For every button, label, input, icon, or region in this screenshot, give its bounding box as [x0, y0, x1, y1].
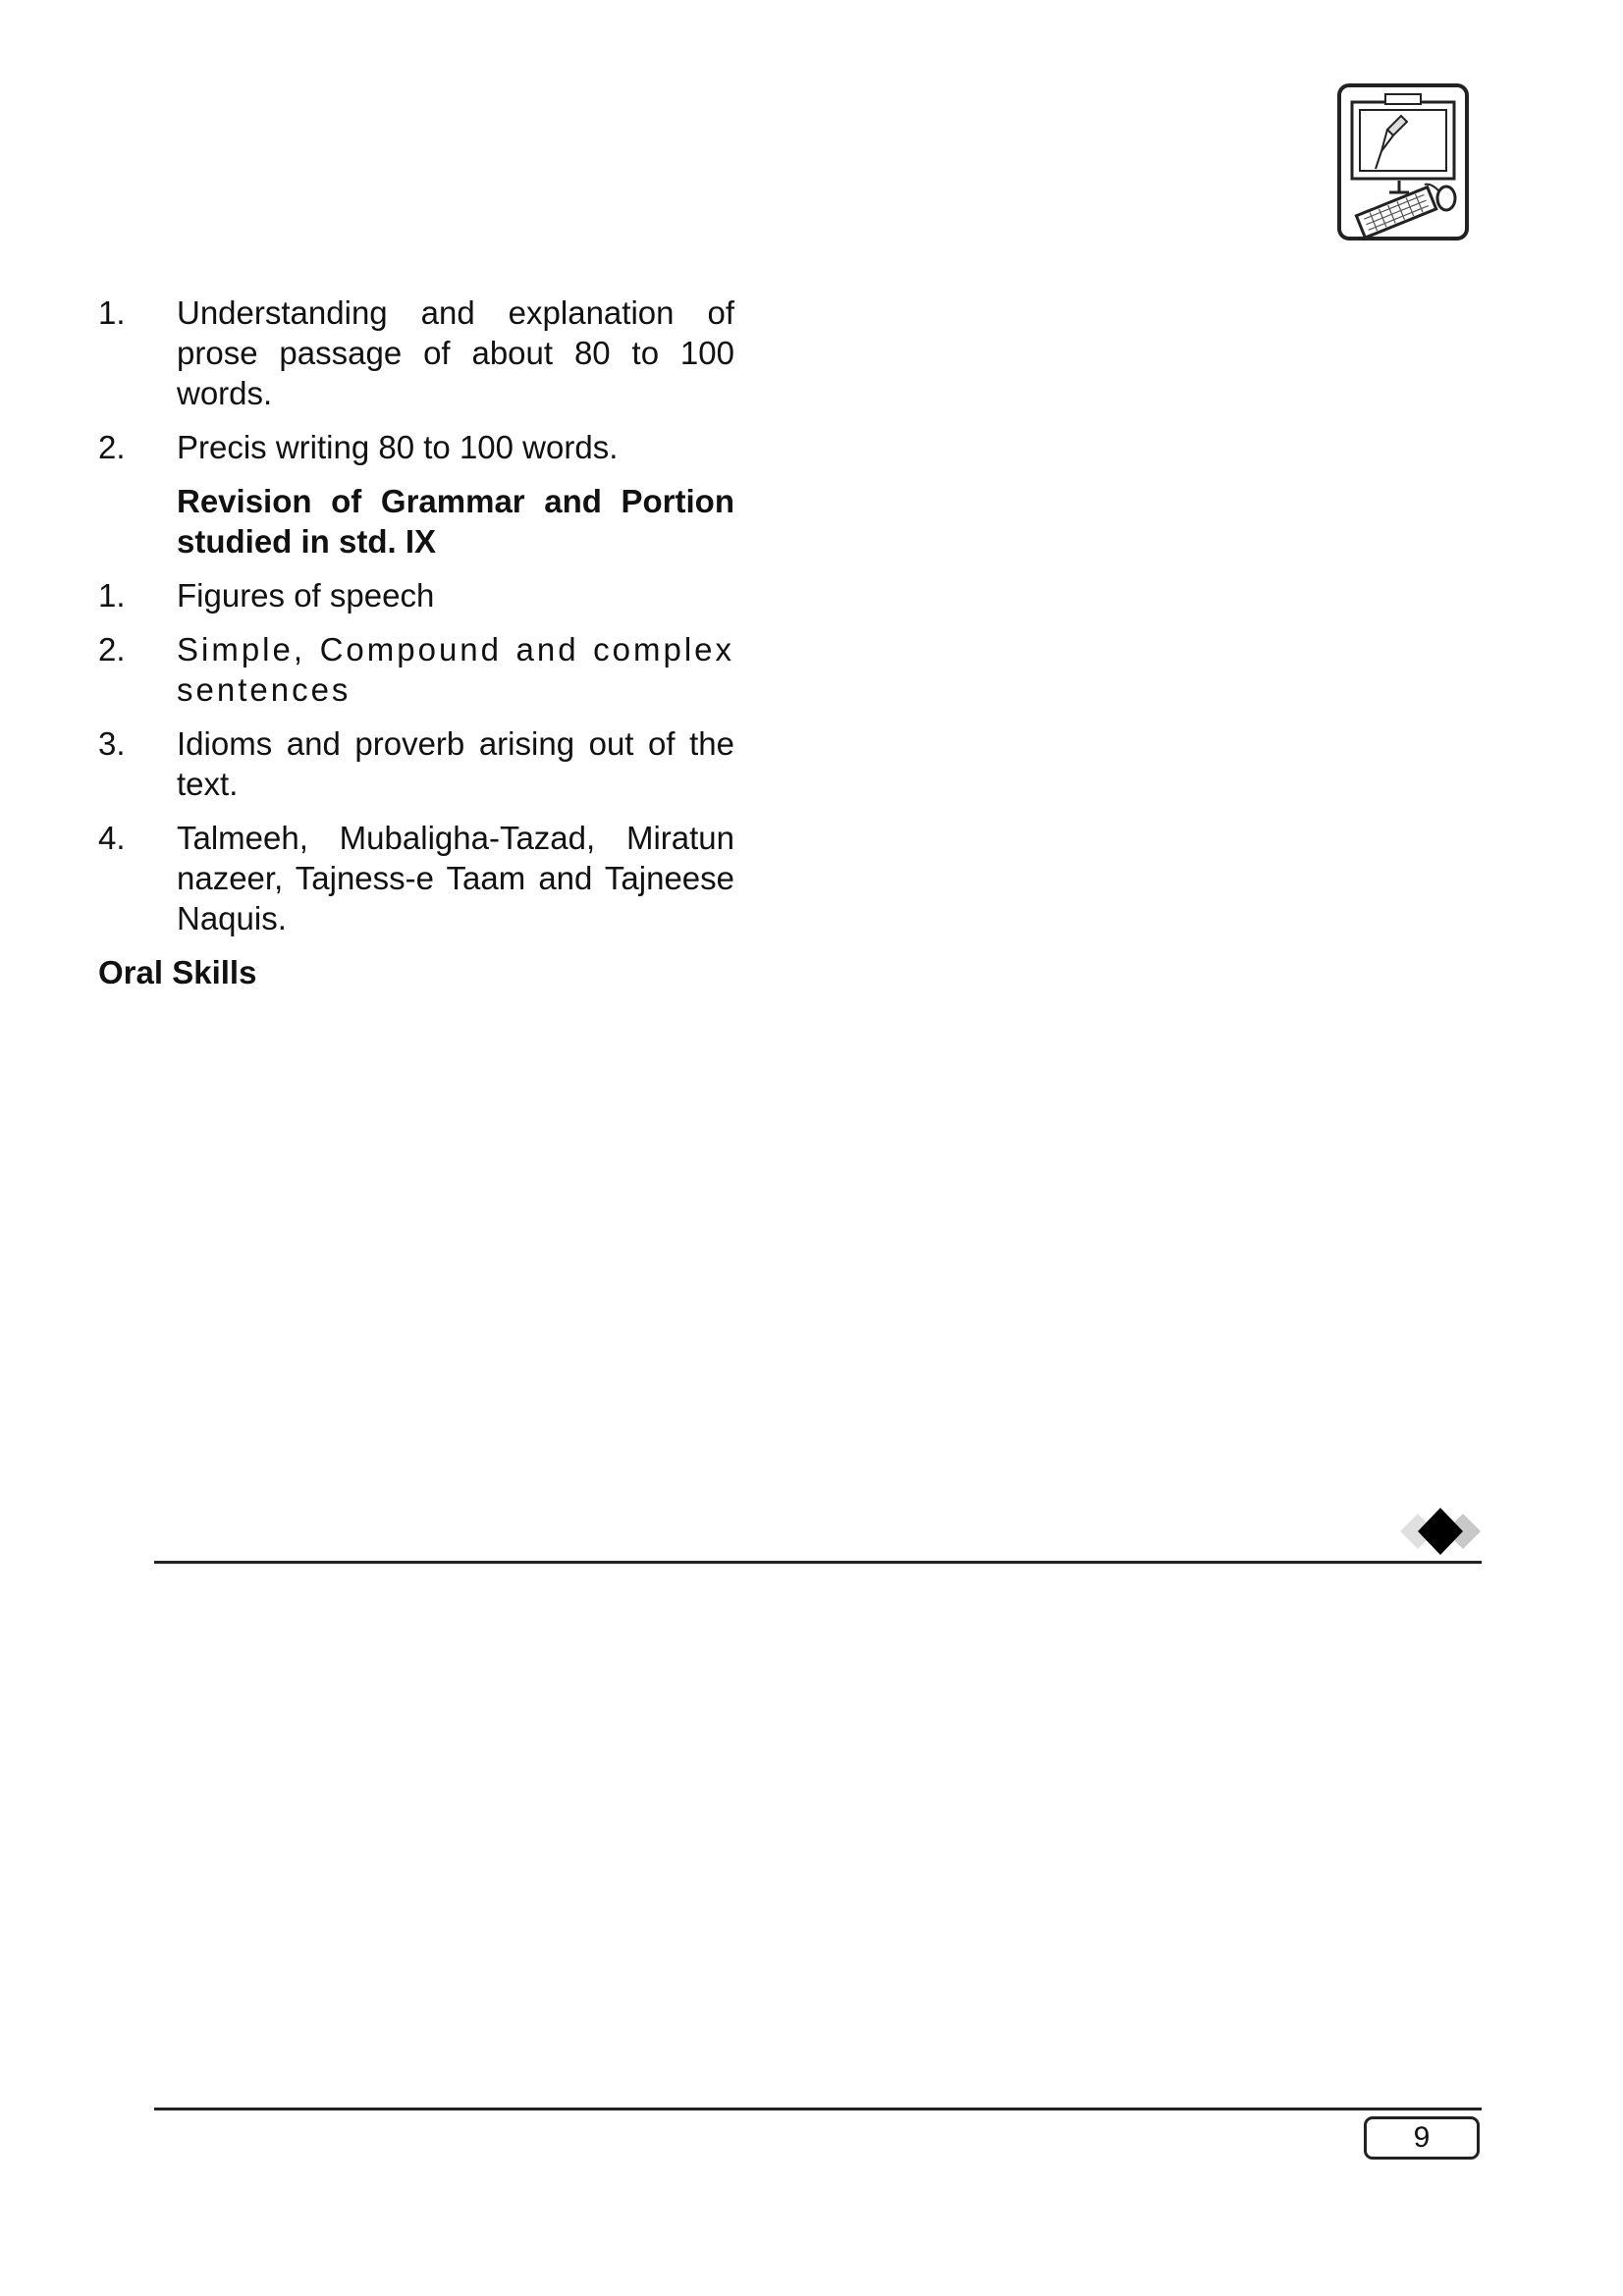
- section-divider: [154, 1561, 1482, 1564]
- item-text: Simple, Compound and complex sentences: [177, 631, 734, 708]
- footer-divider: [154, 2108, 1482, 2110]
- list-item: [98, 818, 734, 938]
- item-text: Precis writing 80 to 100 words.: [177, 429, 619, 465]
- item-number: 3.: [98, 725, 126, 762]
- diamond-icon: [1398, 1504, 1483, 1559]
- list-item: [98, 293, 734, 413]
- computer-drawing-icon: [1336, 82, 1470, 241]
- item-text: Talmeeh, Mubaligha-Tazad, Miratun nazeer, Tajness-e Taam and Tajneese Naquis.: [177, 820, 734, 936]
- item-number: 4.: [98, 820, 126, 856]
- item-number: 2.: [98, 631, 126, 667]
- revision-heading: Revision of Grammar and Portion studied in std. IX: [177, 483, 734, 560]
- item-text: Figures of speech: [177, 577, 435, 614]
- item-number: 1.: [98, 577, 126, 614]
- item-text: Understanding and explanation of prose passage of about 80 to 100 words.: [177, 294, 734, 411]
- oral-skills-heading: Oral Skills: [98, 954, 257, 990]
- list-item: [98, 629, 734, 710]
- syllabus-content: [98, 293, 734, 992]
- page-number: 9: [1364, 2116, 1480, 2160]
- item-text: Idioms and proverb arising out of the text.: [177, 725, 734, 802]
- list-item: [98, 575, 734, 615]
- list-item: [98, 427, 734, 467]
- item-number: 2.: [98, 429, 126, 465]
- item-number: 1.: [98, 294, 126, 331]
- list-item: [98, 723, 734, 804]
